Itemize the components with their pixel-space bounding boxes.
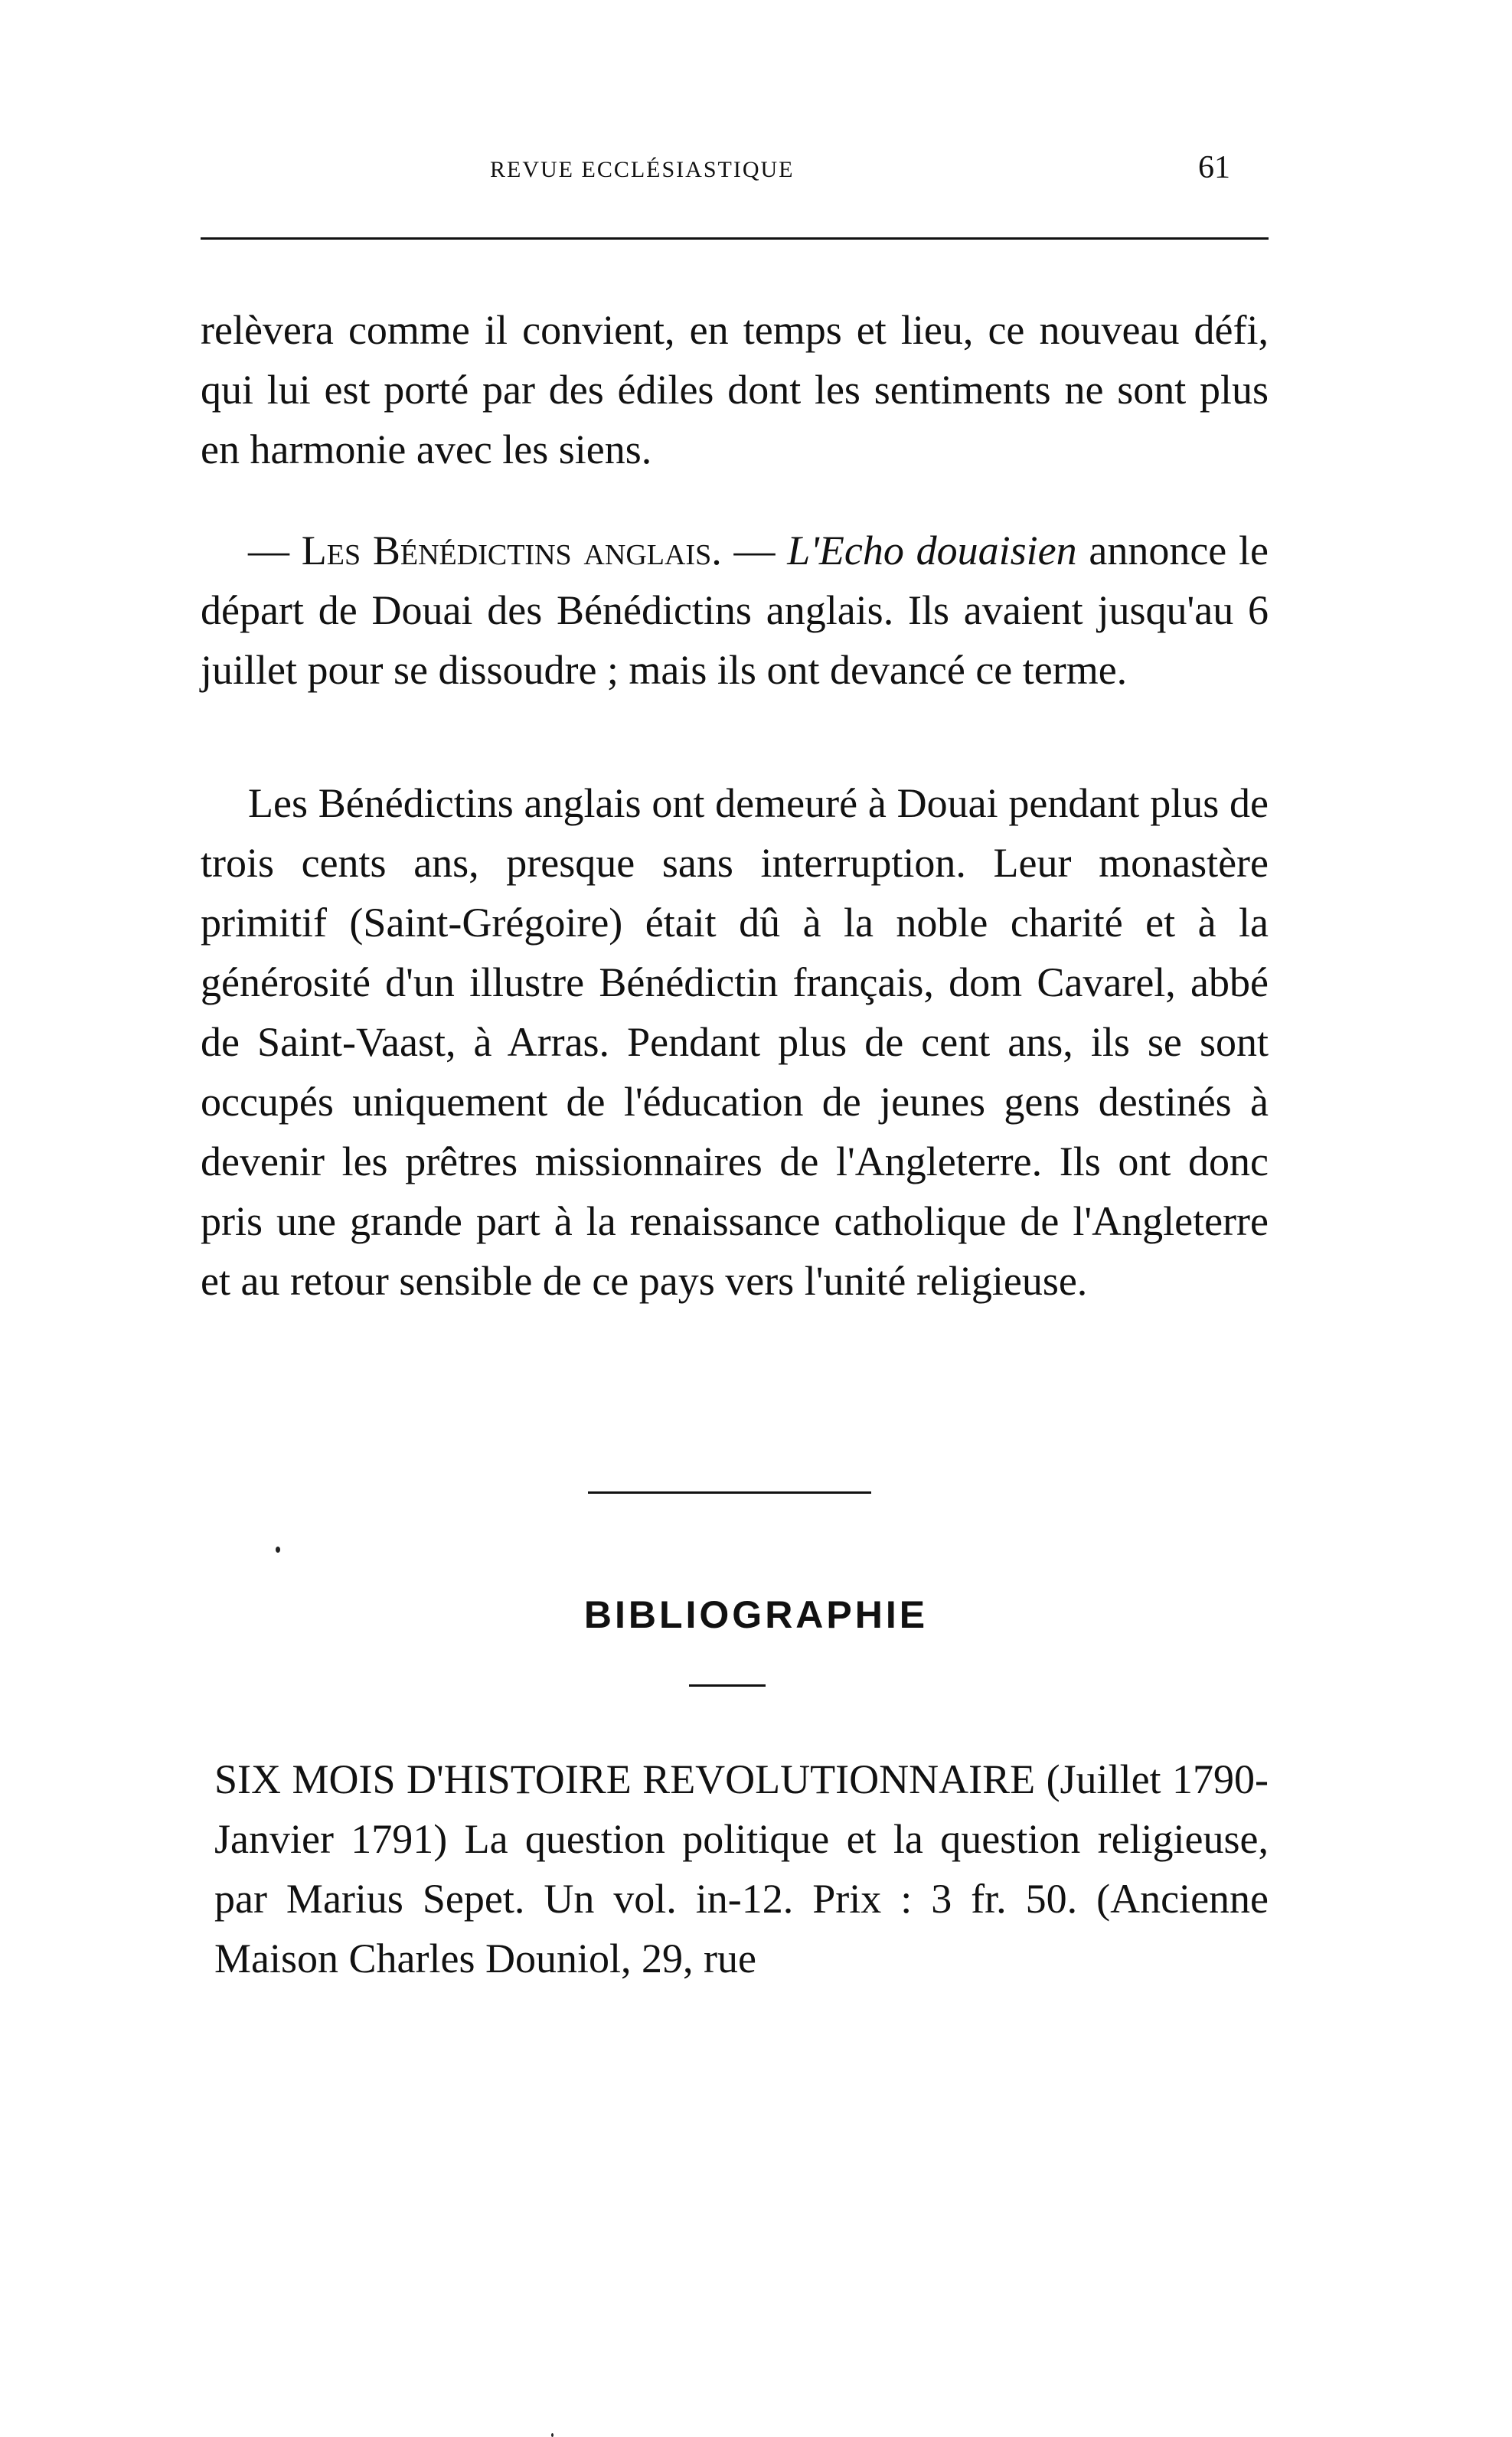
paragraph-history: Les Bénédictins anglais ont demeuré à Douai pendant plus de trois cents ans, presque sans interruption. Leur monastère primitif (Saint-Grégoire) était dû à la noble charité et à la générosité d'un illustre Bénédictin français, dom Cavarel, abbé de Saint-Vaast, à Arras. Pendant plus de cent ans, ils se sont occupés uniquement de l'éducation de jeunes gens destinés à devenir les prêtres missionnaires de l'Angleterre. Ils ont donc pris une grande part à la renaissance catholique de l'Angleterre et au retour sensible de ce pays vers l'unité religieuse. <box>201 780 1269 1304</box>
news-item-text: annonce le départ de Douai des Bénédictins anglais. Ils avaient jusqu'au 6 juillet pour se dissoudre ; mais ils ont devancé ce terme. <box>201 528 1269 693</box>
page-number: 61 <box>1198 150 1230 185</box>
paragraph-continuation: relèvera comme il convient, en temps et lieu, ce nouveau défi, qui lui est porté par des édiles dont les sentiments ne sont plus en harmonie avec les siens. <box>201 307 1269 472</box>
lead-dash: — <box>248 528 302 573</box>
section-divider <box>588 1491 871 1494</box>
heading-underline <box>689 1684 766 1687</box>
source-title: L'Echo douaisien <box>787 528 1077 573</box>
section-title: Les Bénédictins anglais. <box>301 528 722 573</box>
bibliography-entry: SIX MOIS D'HISTOIRE REVOLUTIONNAIRE (Juillet 1790-Janvier 1791) La question politique et la question religieuse, par Marius Sepet. Un vol. in-12. Prix : 3 fr. 50. (Ancienne Maison Charles Douniol, 29, rue <box>214 1756 1269 1981</box>
print-speck <box>276 1547 280 1553</box>
bibliography-heading: BIBLIOGRAPHIE <box>583 1593 929 1636</box>
header-rule <box>201 237 1269 240</box>
running-title: REVUE ECCLÉSIASTIQUE <box>490 157 795 182</box>
news-item-benedictins <box>201 521 1269 700</box>
separator-dash: — <box>721 528 788 573</box>
print-speck <box>551 2433 554 2437</box>
